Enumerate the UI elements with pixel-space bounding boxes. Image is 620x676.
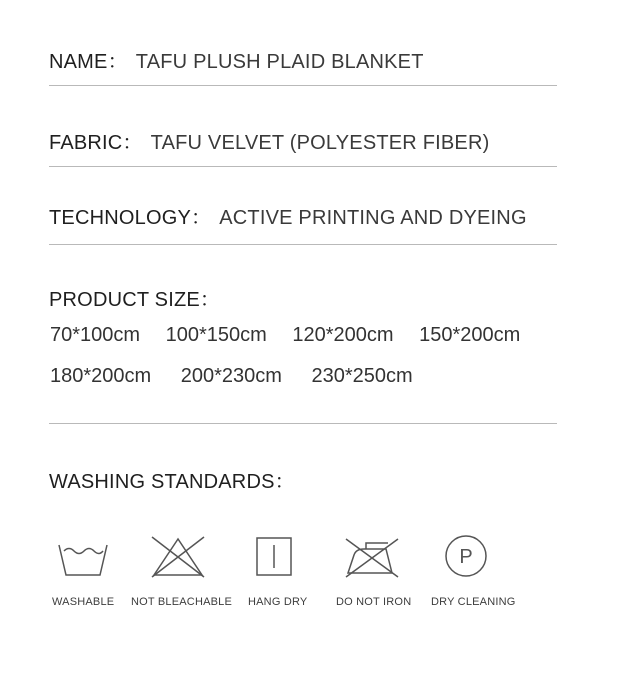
divider xyxy=(49,423,557,424)
size-list-row-2 xyxy=(50,365,433,388)
fabric-label: FABRIC： xyxy=(49,132,143,154)
product-size-label: PRODUCT SIZE： xyxy=(49,289,221,311)
fabric-value: TAFU VELVET (POLYESTER FIBER) xyxy=(150,132,490,154)
technology-value: ACTIVE PRINTING AND DYEING xyxy=(219,207,527,229)
size-item: 150*200cm xyxy=(419,324,521,346)
hang-dry-icon xyxy=(255,535,293,579)
caption-washable: WASHABLE xyxy=(52,596,115,608)
caption-dry-cleaning: DRY CLEANING xyxy=(431,596,516,608)
size-list-row-1 xyxy=(50,324,540,347)
fabric-row xyxy=(49,126,489,155)
name-row xyxy=(49,45,424,74)
technology-label: TECHNOLOGY： xyxy=(49,207,212,229)
svg-text:P: P xyxy=(459,546,473,568)
washtub-icon xyxy=(56,535,110,579)
divider xyxy=(49,244,557,245)
washing-standards-label: WASHING STANDARDS： xyxy=(49,471,295,493)
technology-row xyxy=(49,201,527,230)
size-item: 200*230cm xyxy=(180,365,282,387)
no-bleach-icon xyxy=(150,535,206,579)
name-value: TAFU PLUSH PLAID BLANKET xyxy=(135,51,424,73)
size-item: 230*250cm xyxy=(311,365,413,387)
size-item: 100*150cm xyxy=(165,324,267,346)
name-label: NAME： xyxy=(49,51,128,73)
size-item: 120*200cm xyxy=(292,324,394,346)
no-iron-icon xyxy=(344,535,400,579)
caption-not-bleachable: NOT BLEACHABLE xyxy=(131,596,233,608)
caption-do-not-iron: DO NOT IRON xyxy=(336,596,412,608)
dry-clean-p-icon xyxy=(444,535,490,579)
size-item: 180*200cm xyxy=(50,365,152,387)
size-item: 70*100cm xyxy=(50,324,141,346)
caption-hang-dry: HANG DRY xyxy=(248,596,308,608)
divider xyxy=(49,85,557,86)
divider xyxy=(49,166,557,167)
